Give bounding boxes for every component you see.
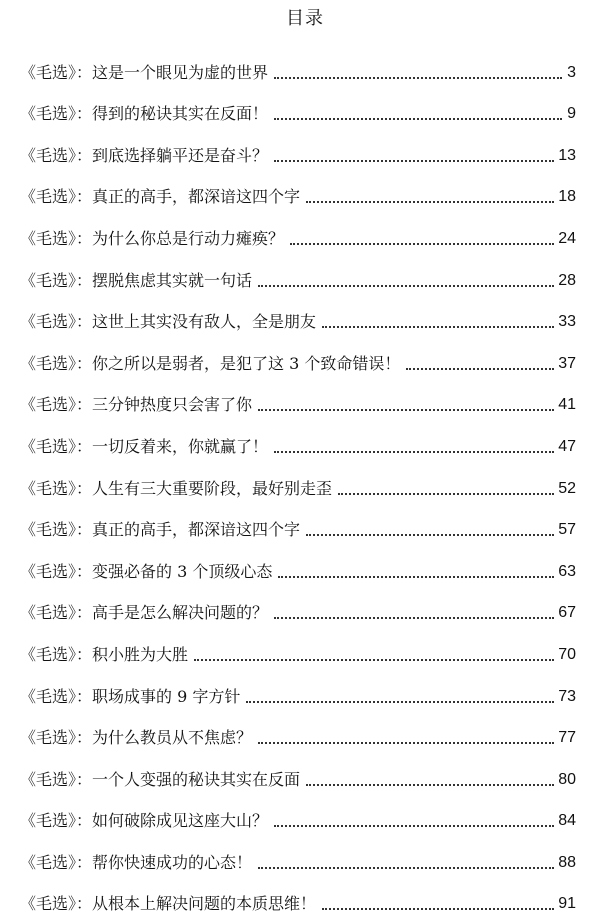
toc-entry[interactable] bbox=[20, 375, 576, 417]
toc-entry[interactable] bbox=[20, 708, 576, 750]
toc-entry-title: 《毛选》：人生有三大重要阶段，最好别走歪 bbox=[20, 478, 333, 498]
dot-leader bbox=[338, 493, 554, 495]
toc-entry-title: 《毛选》：帮你快速成功的心态！ bbox=[20, 852, 253, 872]
toc-entry[interactable] bbox=[20, 500, 576, 542]
toc-entry[interactable] bbox=[20, 624, 576, 666]
toc-entry[interactable] bbox=[20, 832, 576, 874]
toc-entry-page-number: 52 bbox=[558, 479, 576, 497]
toc-entry-page-number: 18 bbox=[558, 188, 576, 206]
dot-leader bbox=[194, 659, 554, 661]
toc-entry[interactable] bbox=[20, 84, 576, 126]
toc-entry-title: 《毛选》：从根本上解决问题的本质思维！ bbox=[20, 894, 317, 914]
dot-leader bbox=[258, 409, 554, 411]
toc-entry-title: 《毛选》：为什么你总是行动力瘫痪？ bbox=[20, 228, 285, 248]
toc-entry-page-number: 9 bbox=[567, 105, 576, 123]
dot-leader bbox=[274, 118, 562, 120]
toc-entry-title: 《毛选》：高手是怎么解决问题的？ bbox=[20, 603, 269, 623]
toc-entry[interactable] bbox=[20, 749, 576, 791]
toc-title: 目录 bbox=[286, 8, 324, 29]
toc-entry-page-number: 33 bbox=[558, 313, 576, 331]
toc-entry[interactable] bbox=[20, 292, 576, 334]
toc-entry[interactable] bbox=[20, 458, 576, 500]
toc-entry[interactable] bbox=[20, 125, 576, 167]
toc-entry[interactable] bbox=[20, 791, 576, 833]
toc-entry-page-number: 3 bbox=[567, 63, 576, 81]
toc-entry-page-number: 47 bbox=[558, 437, 576, 455]
toc-entry-title: 《毛选》：你之所以是弱者，是犯了这 3 个致命错误！ bbox=[20, 353, 401, 373]
toc-entry-page-number: 37 bbox=[558, 354, 576, 372]
toc-entry-title: 《毛选》：真正的高手，都深谙这四个字 bbox=[20, 520, 301, 540]
dot-leader bbox=[258, 867, 554, 869]
toc-entry[interactable] bbox=[20, 208, 576, 250]
toc-entry-title: 《毛选》：这世上其实没有敌人，全是朋友 bbox=[20, 312, 317, 332]
toc-entry-title: 《毛选》：一切反着来，你就赢了！ bbox=[20, 436, 269, 456]
toc-entry-page-number: 57 bbox=[558, 521, 576, 539]
toc-entry-title: 《毛选》：真正的高手，都深谙这四个字 bbox=[20, 187, 301, 207]
dot-leader bbox=[258, 742, 554, 744]
toc-entry-title: 《毛选》：得到的秘诀其实在反面！ bbox=[20, 104, 269, 124]
toc-entry-page-number: 67 bbox=[558, 604, 576, 622]
toc-entry-title: 《毛选》：职场成事的 9 字方针 bbox=[20, 686, 241, 706]
toc-entry[interactable] bbox=[20, 541, 576, 583]
toc-entry-title: 《毛选》：一个人变强的秘诀其实在反面 bbox=[20, 769, 301, 789]
dot-leader bbox=[278, 576, 554, 578]
toc-entry[interactable] bbox=[20, 666, 576, 708]
dot-leader bbox=[406, 368, 554, 370]
toc-entry[interactable] bbox=[20, 42, 576, 84]
toc-entry-page-number: 41 bbox=[558, 396, 576, 414]
toc-entry-page-number: 91 bbox=[558, 895, 576, 913]
toc-list bbox=[20, 42, 576, 915]
toc-entry-title: 《毛选》：如何破除成见这座大山？ bbox=[20, 811, 269, 831]
dot-leader bbox=[274, 825, 554, 827]
toc-entry-page-number: 28 bbox=[558, 271, 576, 289]
toc-entry-page-number: 84 bbox=[558, 812, 576, 830]
toc-entry[interactable] bbox=[20, 167, 576, 209]
dot-leader bbox=[274, 617, 554, 619]
toc-entry-page-number: 70 bbox=[558, 645, 576, 663]
toc-entry-title: 《毛选》：积小胜为大胜 bbox=[20, 644, 189, 664]
toc-entry-title: 《毛选》：到底选择躺平还是奋斗？ bbox=[20, 145, 269, 165]
toc-entry-title: 《毛选》：摆脱焦虑其实就一句话 bbox=[20, 270, 253, 290]
toc-entry[interactable] bbox=[20, 333, 576, 375]
toc-entry-page-number: 73 bbox=[558, 687, 576, 705]
dot-leader bbox=[274, 77, 562, 79]
toc-entry-page-number: 13 bbox=[558, 146, 576, 164]
dot-leader bbox=[322, 908, 554, 910]
toc-entry[interactable] bbox=[20, 416, 576, 458]
dot-leader bbox=[246, 701, 554, 703]
dot-leader bbox=[306, 784, 554, 786]
dot-leader bbox=[274, 160, 554, 162]
dot-leader bbox=[306, 534, 554, 536]
dot-leader bbox=[274, 451, 554, 453]
toc-entry-title: 《毛选》：三分钟热度只会害了你 bbox=[20, 395, 253, 415]
toc-entry[interactable] bbox=[20, 250, 576, 292]
toc-entry-page-number: 88 bbox=[558, 853, 576, 871]
toc-entry-title: 《毛选》：这是一个眼见为虚的世界 bbox=[20, 62, 269, 82]
toc-entry-page-number: 63 bbox=[558, 562, 576, 580]
toc-entry-page-number: 77 bbox=[558, 729, 576, 747]
dot-leader bbox=[322, 326, 554, 328]
toc-entry-page-number: 80 bbox=[558, 770, 576, 788]
dot-leader bbox=[290, 243, 554, 245]
toc-entry[interactable] bbox=[20, 583, 576, 625]
dot-leader bbox=[306, 201, 554, 203]
toc-entry[interactable] bbox=[20, 874, 576, 916]
dot-leader bbox=[258, 285, 554, 287]
toc-entry-title: 《毛选》：变强必备的 3 个顶级心态 bbox=[20, 561, 273, 581]
toc-entry-title: 《毛选》：为什么教员从不焦虑？ bbox=[20, 728, 253, 748]
toc-entry-page-number: 24 bbox=[558, 229, 576, 247]
